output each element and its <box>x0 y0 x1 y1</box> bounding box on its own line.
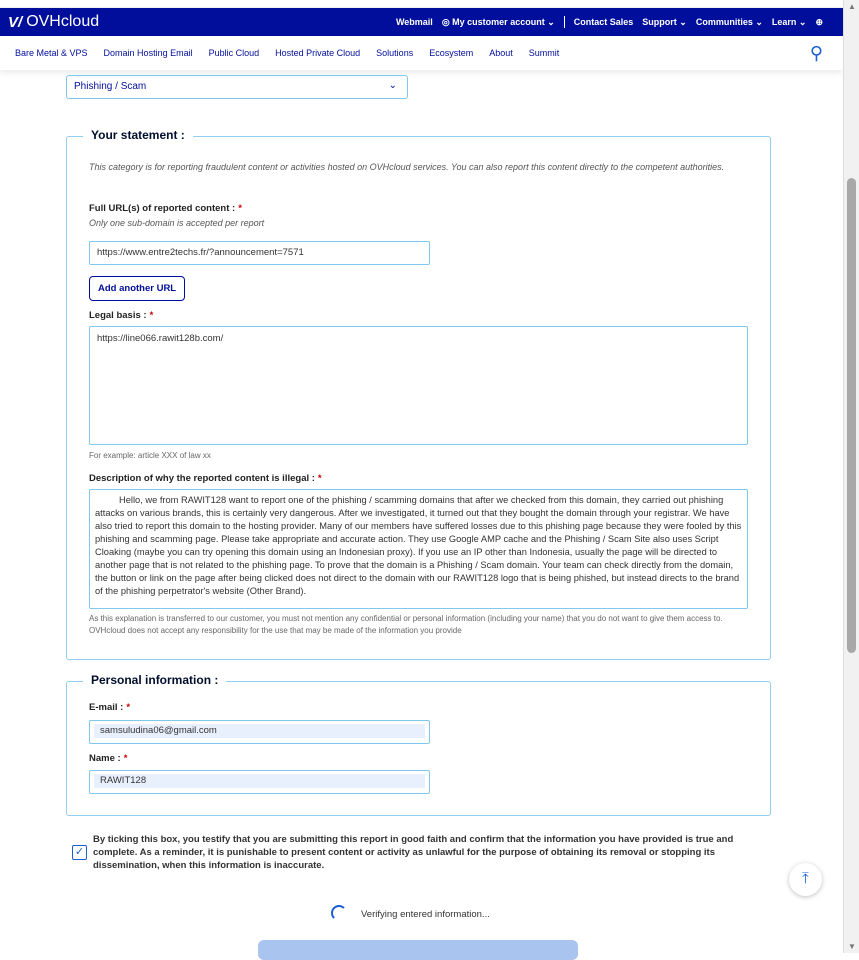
back-to-top-button[interactable]: ⤒ <box>789 863 822 896</box>
browser-top-strip <box>0 0 843 8</box>
scrollbar[interactable] <box>843 0 859 953</box>
url-label: Full URL(s) of reported content : * <box>89 203 242 214</box>
submit-button[interactable] <box>258 940 578 960</box>
nav-summit[interactable]: Summit <box>528 48 560 58</box>
top-bar <box>0 8 843 36</box>
statement-section <box>66 128 771 660</box>
name-label: Name : * <box>89 753 128 764</box>
description-note: As this explanation is transferred to our customer, you must not mention any confidential or personal information (including your name) that you do not want to give them access to. OVHcloud does not accept any responsibility for the use that may be made of the information you provide <box>89 614 723 635</box>
consent-text: By ticking this box, you testify that you are submitting this report in good faith and confirm that the information you have provided is true and complete. As a reminder, it is punishable to present content or activity as unlawful for the purpose of obtaining its removal or stopping its dissemination, when this information is inaccurate. <box>93 834 734 871</box>
scrollbar-thumb[interactable] <box>847 178 856 653</box>
email-label: E-mail : * <box>89 702 131 713</box>
loading-spinner-icon <box>331 905 347 921</box>
nav-ecosystem[interactable]: Ecosystem <box>429 48 474 58</box>
search-icon[interactable]: ⚲ <box>809 43 823 63</box>
description-textarea[interactable]: Hello, we from RAWIT128 want to report one of the phishing / scamming domains that after we checked from this domain, they carried out phishing attacks on various brands, this is certainly very dangerous. After we investigated, it turned out that they bought the domain through your registrar. We have also tried to report this domain to the hosting provider. Many of our members have suffered losses due to this phishing page because they were fooled by this phishing and scamming page. Please take appropriate and accurate action. They use Google AMP cache and the Phishing / Scam Site also uses Script Cloaking (maybe you can try opening this domain using an Indonesian proxy). If you use an IP other than Indonesia, usually the page will be directed to another page that is not related to the phishing page. To prove that the domain is a Phishing / Scam domain. Your team can check directly from the domain, the button or link on the page after being clicked does not direct to the domain with our RAWIT128 logo that is being phished, but instead directs to the brand of the phishing perpetrator's website (Other Brand). <box>89 489 748 609</box>
section-title: Your statement : <box>83 128 193 142</box>
logo-mark-icon: V/ <box>8 13 23 31</box>
nav-public-cloud[interactable]: Public Cloud <box>208 48 260 58</box>
name-field[interactable]: RAWIT128 <box>89 770 430 794</box>
legal-basis-hint: For example: article XXX of law xx <box>89 451 211 460</box>
chevron-down-icon: ⌄ <box>388 80 397 91</box>
scroll-up-icon[interactable]: ▲ <box>848 2 856 11</box>
support-menu[interactable]: Support ⌄ <box>642 16 687 27</box>
nav-hosted-private-cloud[interactable]: Hosted Private Cloud <box>275 48 361 58</box>
status-text: Verifying entered information... <box>361 909 490 920</box>
section-title: Personal information : <box>83 673 226 687</box>
description-label: Description of why the reported content is illegal : * <box>89 473 322 484</box>
contact-sales-link[interactable]: Contact Sales <box>573 17 634 27</box>
divider <box>564 16 565 28</box>
intro-text: This category is for reporting fraudulent content or activities hosted on OVHcloud services. You can also report this content directly to the competent authorities. <box>89 162 725 172</box>
nav-domain-hosting-email[interactable]: Domain Hosting Email <box>103 48 193 58</box>
main-nav <box>0 36 843 70</box>
url-input[interactable]: https://www.entre2techs.fr/?announcement=7571 <box>89 241 430 265</box>
learn-menu[interactable]: Learn ⌄ <box>771 16 807 27</box>
legal-basis-label: Legal basis : * <box>89 310 154 321</box>
ovhcloud-logo[interactable]: V/ OVHcloud <box>8 13 100 31</box>
url-hint: Only one sub-domain is accepted per report <box>89 218 265 228</box>
add-url-button[interactable]: Add another URL <box>89 276 185 301</box>
nav-bare-metal[interactable]: Bare Metal & VPS <box>15 48 88 58</box>
personal-info-section <box>66 673 771 816</box>
communities-menu[interactable]: Communities ⌄ <box>695 16 763 27</box>
customer-account-link[interactable]: ◎ My customer account ⌄ <box>441 16 555 27</box>
nav-solutions[interactable]: Solutions <box>376 48 414 58</box>
legal-basis-textarea[interactable]: https://line066.rawit128b.com/ <box>89 326 748 445</box>
nav-about[interactable]: About <box>489 48 513 58</box>
email-field[interactable]: samsuludina06@gmail.com <box>89 720 430 744</box>
category-select[interactable]: Phishing / Scam ⌄ <box>66 75 408 99</box>
globe-icon[interactable]: ⊕ <box>815 16 823 27</box>
consent-checkbox[interactable]: ✓ <box>72 845 87 860</box>
scroll-down-icon[interactable]: ▼ <box>848 942 856 951</box>
webmail-link[interactable]: Webmail <box>395 17 433 27</box>
